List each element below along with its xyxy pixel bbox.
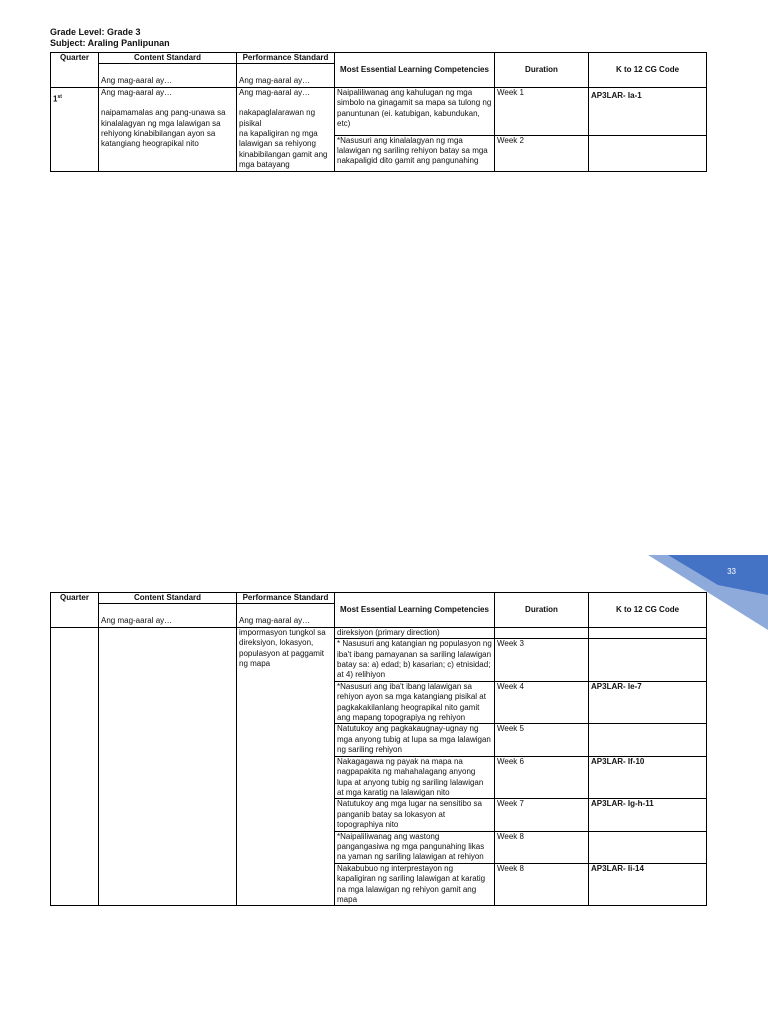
code-cell	[589, 639, 707, 682]
duration-cell	[495, 627, 589, 638]
melc-cell: * Nasusuri ang katangian ng populasyon ng iba't ibang pamayanan sa sariling lalawigan batay sa: a) edad; b) kasarian; c) etnisidad; at 4) relihiyon	[335, 639, 495, 682]
duration-cell: Week 3	[495, 639, 589, 682]
table-row	[51, 627, 707, 638]
duration-cell: Week 1	[495, 87, 589, 135]
col-duration-header: Duration	[495, 593, 589, 628]
content-standard-cell	[99, 627, 237, 906]
curriculum-table-1	[50, 52, 707, 172]
quarter-cell: 1st	[51, 87, 99, 171]
duration-cell: Week 5	[495, 724, 589, 756]
content-standard-cell: Ang mag-aaral ay… naipamamalas ang pang-unawa sa kinalalagyan ng mga lalawigan sa rehiyong kinabibilangan ayon sa katangiang heograpikal nito	[99, 87, 237, 171]
code-cell	[589, 724, 707, 756]
duration-cell: Week 6	[495, 756, 589, 799]
col-quarter-header: Quarter	[51, 593, 99, 628]
content-sub-header: Ang mag-aaral ay…	[99, 604, 237, 627]
code-cell: AP3LAR- If-10	[589, 756, 707, 799]
col-performance-header: Performance Standard	[237, 593, 335, 604]
melc-cell: direksiyon (primary direction)	[335, 627, 495, 638]
code-cell	[589, 135, 707, 171]
melc-cell: Naipaliliwanag ang kahulugan ng mga simbolo na ginagamit sa mapa sa tulong ng panuntunan (ei. katubigan, kabundukan, etc)	[335, 87, 495, 135]
performance-standard-cell: impormasyon tungkol sa direksiyon, lokasyon, populasyon at paggamit ng mapa	[237, 627, 335, 906]
melc-cell: Natutukoy ang mga lugar na sensitibo sa panganib batay sa lokasyon at topographiya nito	[335, 799, 495, 831]
content-sub-header: Ang mag-aaral ay…	[99, 64, 237, 87]
melc-cell: *Nasusuri ang kinalalagyan ng mga lalawigan ng sariling rehiyon batay sa mga nakapaligid dito gamit ang pangunahing	[335, 135, 495, 171]
page-number: 33	[727, 567, 736, 576]
code-cell: AP3LAR- Ig-h-11	[589, 799, 707, 831]
subject: Subject: Araling Panlipunan	[50, 38, 170, 48]
col-performance-header: Performance Standard	[237, 53, 335, 64]
performance-standard-cell: Ang mag-aaral ay… nakapaglalarawan ng pisikal na kapaligiran ng mga lalawigan sa rehiyong kinabibilangan gamit ang mga batayang	[237, 87, 335, 171]
document-header	[50, 27, 170, 49]
duration-cell: Week 4	[495, 681, 589, 724]
table-header-row	[51, 53, 707, 64]
performance-sub-header: Ang mag-aaral ay…	[237, 64, 335, 87]
melc-cell: *Nasusuri ang iba't ibang lalawigan sa rehiyon ayon sa mga katangiang pisikal at pagkakakilanlang heograpikal nito gamit ang mapang topograpiya ng rehiyon	[335, 681, 495, 724]
col-duration-header: Duration	[495, 53, 589, 88]
melc-cell: Nakagagawa ng payak na mapa na nagpapakita ng mahahalagang anyong lupa at anyong tubig ng sariling lalawigan at mga karatig na lalawigan nito	[335, 756, 495, 799]
col-quarter-header: Quarter	[51, 53, 99, 88]
duration-cell: Week 8	[495, 863, 589, 906]
melc-cell: *Naipaliliwanag ang wastong pangangasiwa ng mga pangunahing likas na yaman ng sariling lalawigan at rehiyon	[335, 831, 495, 863]
code-cell	[589, 627, 707, 638]
table-row	[51, 87, 707, 135]
duration-cell: Week 8	[495, 831, 589, 863]
col-code-header: K to 12 CG Code	[589, 53, 707, 88]
melc-cell: Nakabubuo ng interprestayon ng kapaligiran ng sariling lalawigan at karatig na mga lalawigan ng rehiyon gamit ang mapa	[335, 863, 495, 906]
code-cell: AP3LAR- Ie-7	[589, 681, 707, 724]
melc-cell: Natutukoy ang pagkakaugnay-ugnay ng mga anyong tubig at lupa sa mga lalawigan ng sariling rehiyon	[335, 724, 495, 756]
curriculum-table-2	[50, 592, 707, 906]
col-melc-header: Most Essential Learning Competencies	[335, 593, 495, 628]
code-cell: AP3LAR- Ia-1	[589, 87, 707, 135]
duration-cell: Week 7	[495, 799, 589, 831]
grade-level: Grade Level: Grade 3	[50, 27, 141, 37]
performance-sub-header: Ang mag-aaral ay…	[237, 604, 335, 627]
col-code-header: K to 12 CG Code	[589, 593, 707, 628]
col-content-header: Content Standard	[99, 53, 237, 64]
code-cell	[589, 831, 707, 863]
quarter-cell	[51, 627, 99, 906]
code-cell: AP3LAR- Ii-14	[589, 863, 707, 906]
col-content-header: Content Standard	[99, 593, 237, 604]
duration-cell: Week 2	[495, 135, 589, 171]
col-melc-header: Most Essential Learning Competencies	[335, 53, 495, 88]
table-header-row	[51, 593, 707, 604]
